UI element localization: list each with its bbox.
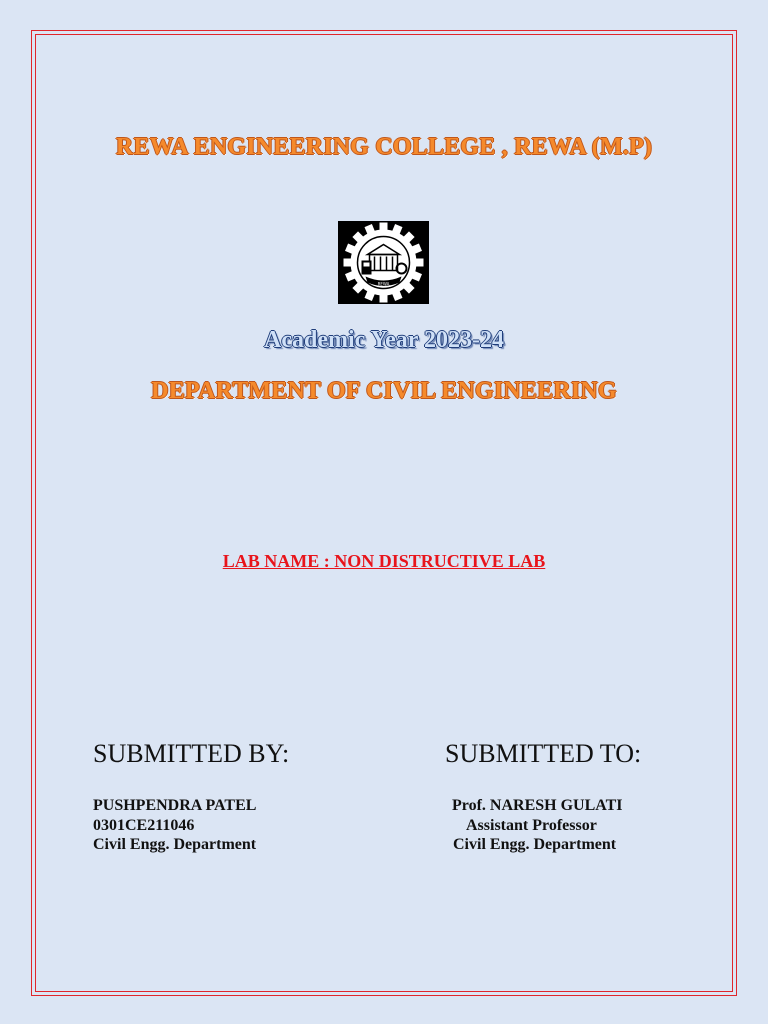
- professor-department: Civil Engg. Department: [453, 836, 617, 853]
- lab-name: LAB NAME : NON DISTRUCTIVE LAB: [222, 551, 546, 571]
- student-roll-number: 0301CE211046: [93, 817, 195, 834]
- svg-text:REWA: REWA: [377, 281, 390, 287]
- student-department: Civil Engg. Department: [93, 836, 257, 853]
- college-gear-emblem-icon: [338, 221, 429, 304]
- academic-year: Academic Year 2023-24: [264, 327, 504, 353]
- submitted-by-heading: SUBMITTED BY:: [93, 739, 290, 768]
- professor-title: Assistant Professor: [466, 817, 597, 834]
- college-name: REWA ENGINEERING COLLEGE , REWA (M.P): [115, 134, 653, 160]
- submitted-to-heading: SUBMITTED TO:: [445, 739, 642, 768]
- professor-name: Prof. NARESH GULATI: [452, 797, 623, 814]
- student-name: PUSHPENDRA PATEL: [93, 797, 257, 814]
- department-title: DEPARTMENT OF CIVIL ENGINEERING: [151, 378, 617, 404]
- college-logo: [338, 221, 429, 304]
